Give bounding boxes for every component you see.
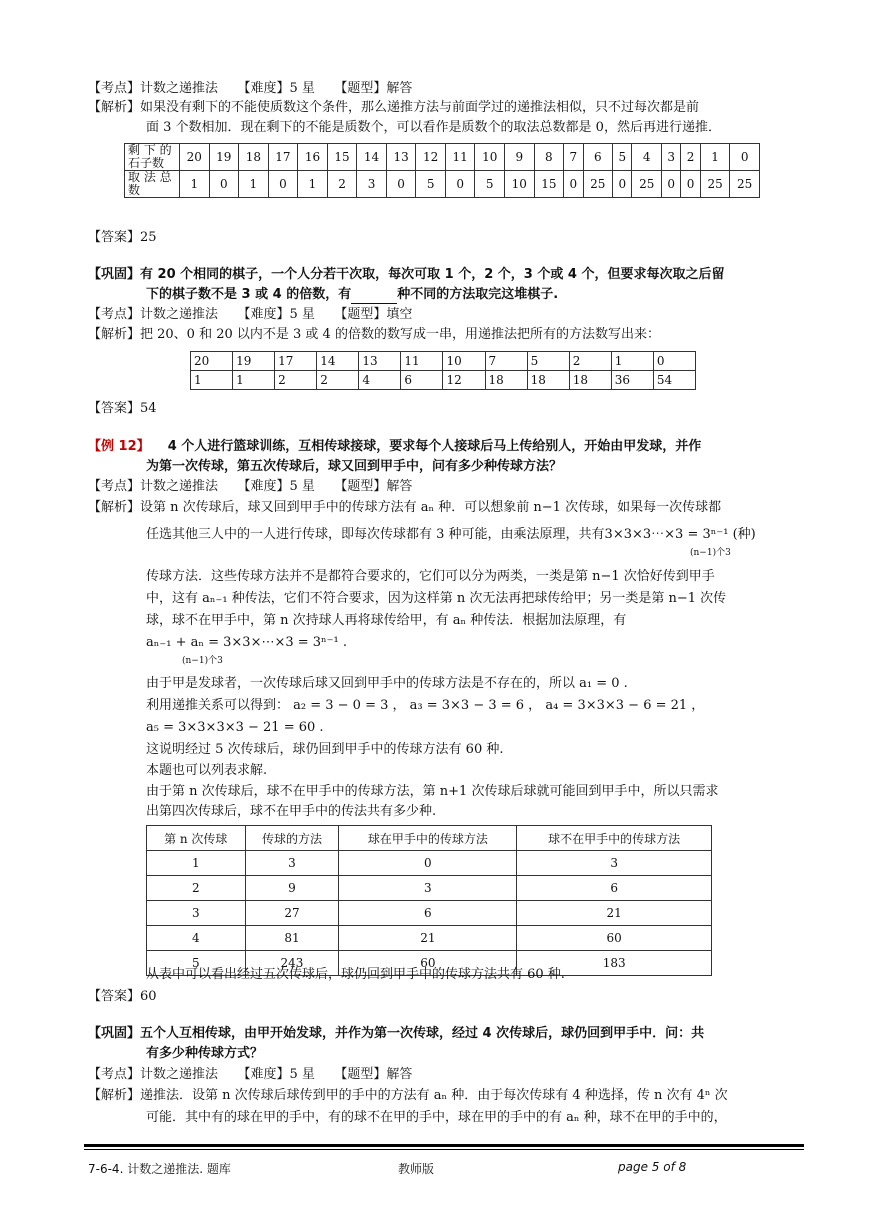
pass-table <box>146 825 712 976</box>
table-cell: 1 <box>700 144 730 171</box>
kaodian-4: 【考点】计数之递推法 【难度】5 星 【题型】解答 <box>88 1067 413 1082</box>
table-cell: 21 <box>517 901 712 926</box>
table-cell: 17 <box>275 352 317 371</box>
table-cell: 19 <box>233 352 275 371</box>
table-row <box>125 144 760 171</box>
jiexi-3-l11: 本题也可以列表求解. <box>146 763 268 778</box>
table-cell: 18 <box>485 371 527 390</box>
table-cell: 5 <box>613 144 632 171</box>
table-cell: 54 <box>653 371 695 390</box>
table-cell: 60 <box>339 951 517 976</box>
table-cell: 1 <box>180 171 210 198</box>
table-cell: 25 <box>632 171 662 198</box>
table-cell: 2 <box>569 352 611 371</box>
table-cell: 1 <box>611 352 653 371</box>
question-2-text-a: 下的棋子数不是 3 或 4 的倍数，有 <box>146 287 352 302</box>
table-cell: 5 <box>147 951 246 976</box>
jiexi-3-l13: 出第四次传球后，球不在甲手中的传法共有多少种. <box>146 804 437 819</box>
table-cell: 183 <box>517 951 712 976</box>
jiexi-3-l5: 球，球不在甲手中，第 n 次持球人再将球传给甲，有 aₙ 种传法．根据加法原理，有 <box>146 613 627 628</box>
footer-left: 7-6-4. 计数之递推法. 题库 <box>88 1162 231 1176</box>
table-cell: 3 <box>147 901 246 926</box>
table-cell: 17 <box>268 144 298 171</box>
example-text: 4 个人进行篮球训练，互相传球接球，要求每个人接球后马上传给别人，开始由甲发球，并作 <box>167 439 702 454</box>
table-cell: 25 <box>700 171 730 198</box>
table-cell: 4 <box>632 144 662 171</box>
table-cell: 12 <box>416 144 446 171</box>
table-cell: 3 <box>517 851 712 876</box>
table-cell: 5 <box>416 171 446 198</box>
table-cell: 0 <box>209 171 239 198</box>
table-cell: 4 <box>359 371 401 390</box>
jiexi-3-l2-a: 任选其他三人中的一人进行传球，即每次传球都有 3 种可能，由乘法原理，共有 <box>146 527 605 542</box>
kaodian-2: 【考点】计数之递推法 【难度】5 星 【题型】填空 <box>88 307 413 322</box>
table-cell: 球在甲手中的传球方法 <box>339 826 517 851</box>
table-cell: 0 <box>445 171 475 198</box>
footer-page: page 5 of 8 <box>618 1160 687 1174</box>
answer-2: 【答案】54 <box>88 401 157 416</box>
answer-blank <box>351 289 397 304</box>
table-cell: 第 n 次传球 <box>147 826 246 851</box>
jiexi-2: 【解析】把 20、0 和 20 以内不是 3 或 4 的倍数的数写成一串，用递推法把所有的方法数写出来： <box>88 327 660 342</box>
table-cell: 81 <box>245 926 339 951</box>
question-4-line2: 有多少种传球方式？ <box>146 1046 264 1061</box>
jiexi-1-line1: 【解析】如果没有剩下的不能使质数这个条件，那么递推方法与前面学过的递推法相似，只不过每次都是前 <box>88 100 700 115</box>
jiexi-4-l2: 可能．其中有的球在甲的手中，有的球不在甲的手中，球在甲的手中的有 aₙ 种，球不在甲的手中的， <box>146 1110 727 1125</box>
table-row <box>191 371 696 390</box>
example-12-line2: 为第一次传球，第五次传球后，球又回到甲手中，问有多少种传球方法？ <box>146 459 563 474</box>
jiexi-3-l1: 【解析】设第 n 次传球后，球又回到甲手中的传球方法有 aₙ 种．可以想象前 n−1 次传球，如果每一次传球都 <box>88 500 722 515</box>
table-cell: 36 <box>611 371 653 390</box>
jiexi-3-l2-c: (种) <box>732 527 756 542</box>
answer-3: 【答案】60 <box>88 989 157 1004</box>
table-row <box>147 851 712 876</box>
question-2-text-b: 种不同的方法取完这堆棋子. <box>397 287 559 302</box>
table-cell: 60 <box>517 926 712 951</box>
jiexi-3-l10: 这说明经过 5 次传球后，球仍回到甲手中的传球方法有 60 种. <box>146 742 504 757</box>
brace-label-2: (n−1)个3 <box>182 656 223 666</box>
table-cell: 11 <box>445 144 475 171</box>
table-cell: 3 <box>357 171 387 198</box>
table-cell: 6 <box>339 901 517 926</box>
jiexi-3-l9: a₅ = 3×3×3×3 − 21 = 60 . <box>146 720 324 735</box>
table-cell: 10 <box>505 171 535 198</box>
jiexi-3-l12: 由于第 n 次传球后，球不在甲手中的传球方法，第 n+1 次传球后球就可能回到甲手中，所以只需求 <box>146 784 719 799</box>
table-cell: 传球的方法 <box>245 826 339 851</box>
table-cell: 14 <box>317 352 359 371</box>
example-12-line1 <box>88 438 701 456</box>
table-row <box>191 352 696 371</box>
table-cell: 3 <box>662 144 681 171</box>
table-cell: 20 <box>180 144 210 171</box>
table-cell: 7 <box>564 144 583 171</box>
table-cell: 4 <box>147 926 246 951</box>
table-cell: 25 <box>730 171 760 198</box>
jiexi-3-l4: 中，这有 aₙ₋₁ 种传法，它们不符合要求，因为这样第 n 次无法再把球传给甲；另一类是第 n−1 次传 <box>146 591 727 606</box>
table-cell: 5 <box>527 352 569 371</box>
jiexi-4-l1: 【解析】递推法．设第 n 次传球后球传到甲的手中的方法有 aₙ 种．由于每次传球有 4 种选择，传 n 次有 4ⁿ 次 <box>88 1088 728 1103</box>
table-cell: 8 <box>534 144 564 171</box>
table-cell: 6 <box>517 876 712 901</box>
footer-center: 教师版 <box>398 1162 435 1176</box>
table-cell: 1 <box>298 171 328 198</box>
table-cell: 13 <box>359 352 401 371</box>
question-2-line2 <box>146 286 558 304</box>
jiexi-3-l8: 利用递推关系可以得到： a₂ = 3 − 0 = 3 ， a₃ = 3×3 − 3 = 6 ， a₄ = 3×3×3 − 6 = 21 ， <box>146 698 705 713</box>
table-header-cell: 取 法 总数 <box>125 171 180 198</box>
table-cell: 0 <box>662 171 681 198</box>
table-cell: 21 <box>339 926 517 951</box>
table-cell: 20 <box>191 352 233 371</box>
table-cell: 2 <box>681 144 700 171</box>
table-cell: 243 <box>245 951 339 976</box>
table-row <box>147 926 712 951</box>
jiexi-3-l2 <box>146 526 756 544</box>
table-cell: 15 <box>534 171 564 198</box>
table-cell: 0 <box>613 171 632 198</box>
table-cell: 3 <box>245 851 339 876</box>
table-cell: 0 <box>268 171 298 198</box>
table-cell: 0 <box>564 171 583 198</box>
kaodian-3: 【考点】计数之递推法 【难度】5 星 【题型】解答 <box>88 479 413 494</box>
table-cell: 27 <box>245 901 339 926</box>
table-cell: 25 <box>583 171 613 198</box>
footer-rule-thick <box>84 1144 804 1147</box>
footer-rule-thin <box>84 1149 804 1150</box>
table-cell: 9 <box>245 876 339 901</box>
table-header-cell: 剩 下 的石子数 <box>125 144 180 171</box>
table-cell: 18 <box>239 144 269 171</box>
table-cell: 18 <box>569 371 611 390</box>
formula-product: 3×3×3⋯×3 = 3ⁿ⁻¹ <box>604 527 729 542</box>
jiexi-3-l7: 由于甲是发球者，一次传球后球又回到甲手中的传球方法是不存在的，所以 a₁ = 0 . <box>146 676 628 691</box>
brace-label-1: (n−1)个3 <box>690 548 731 558</box>
table-cell: 3 <box>339 876 517 901</box>
table-cell: 2 <box>317 371 359 390</box>
table-cell: 5 <box>475 171 505 198</box>
example-label: 【例 12】 <box>88 439 150 454</box>
kaodian-1: 【考点】计数之递推法 【难度】5 星 【题型】解答 <box>88 81 413 96</box>
table-cell: 13 <box>386 144 416 171</box>
jiexi-3-l6: aₙ₋₁ + aₙ = 3×3×⋯×3 = 3ⁿ⁻¹ . <box>146 635 348 650</box>
table-cell: 10 <box>475 144 505 171</box>
question-4-line1: 【巩固】五个人互相传球，由甲开始发球，并作为第一次传球，经过 4 次传球后，球仍回到甲手中．问：共 <box>88 1026 705 1041</box>
table-cell: 球不在甲手中的传球方法 <box>517 826 712 851</box>
question-2-line1: 【巩固】有 20 个相同的棋子，一个人分若干次取，每次可取 1 个，2 个，3 个或 4 个，但要求每次取之后留 <box>88 267 725 282</box>
chess-table <box>190 351 696 390</box>
table-cell: 0 <box>653 352 695 371</box>
table-cell: 1 <box>233 371 275 390</box>
table-row <box>147 901 712 926</box>
table-cell: 0 <box>386 171 416 198</box>
table-cell: 0 <box>730 144 760 171</box>
table-cell: 1 <box>191 371 233 390</box>
table-cell: 11 <box>401 352 443 371</box>
table-cell: 15 <box>327 144 357 171</box>
table-row <box>147 826 712 851</box>
answer-1: 【答案】25 <box>88 230 157 245</box>
table-cell: 18 <box>527 371 569 390</box>
stones-table <box>124 143 760 198</box>
table-cell: 12 <box>443 371 485 390</box>
table-cell: 0 <box>339 851 517 876</box>
table-cell: 6 <box>401 371 443 390</box>
table-cell: 1 <box>239 171 269 198</box>
table-cell: 2 <box>147 876 246 901</box>
table-row <box>125 171 760 198</box>
table-cell: 19 <box>209 144 239 171</box>
table-cell: 16 <box>298 144 328 171</box>
table-cell: 10 <box>443 352 485 371</box>
table-cell: 0 <box>681 171 700 198</box>
table-cell: 9 <box>505 144 535 171</box>
table-cell: 1 <box>147 851 246 876</box>
jiexi-3-l14: 从表中可以看出经过五次传球后，球仍回到甲手中的传球方法共有 60 种. <box>146 967 565 982</box>
table-cell: 2 <box>327 171 357 198</box>
jiexi-1-line2: 面 3 个数相加．现在剩下的不能是质数个，可以看作是质数个的取法总数都是 0，然后再进行递推． <box>146 120 721 135</box>
jiexi-3-l3: 传球方法．这些传球方法并不是都符合要求的，它们可以分为两类，一类是第 n−1 次恰好传到甲手 <box>146 569 715 584</box>
table-cell: 14 <box>357 144 387 171</box>
table-row <box>147 876 712 901</box>
table-cell: 7 <box>485 352 527 371</box>
table-cell: 6 <box>583 144 613 171</box>
table-cell: 2 <box>275 371 317 390</box>
